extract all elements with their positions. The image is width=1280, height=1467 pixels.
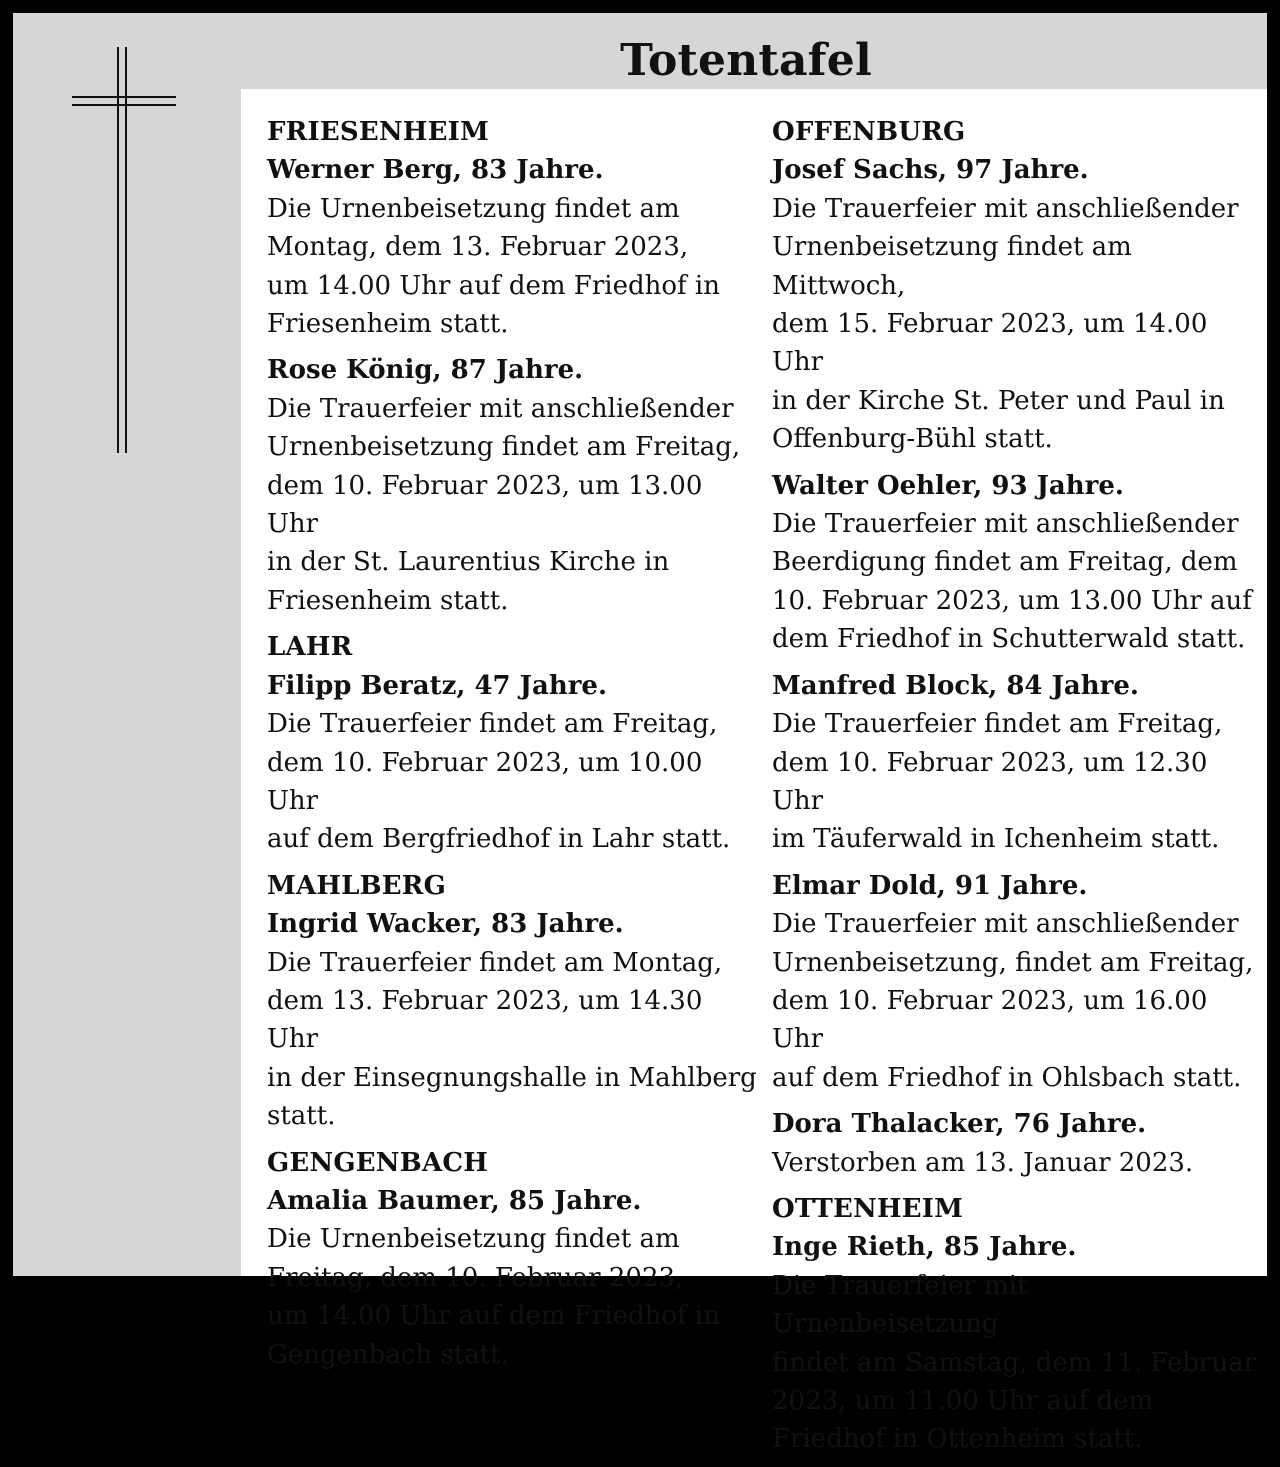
obituary-board (13, 13, 1267, 1455)
place-section (267, 113, 757, 620)
place-heading: FRIESENHEIM (267, 117, 489, 147)
deceased-name: Inge Rieth, 85 Jahre. (772, 1232, 1077, 1263)
service-info-line: Die Trauerfeier mit anschließender (772, 909, 1239, 940)
service-info-line: 10. Februar 2023, um 13.00 Uhr auf (772, 585, 1252, 616)
service-info-line: Friesenheim statt. (267, 585, 509, 616)
place-heading: LAHR (267, 632, 353, 663)
service-info-line: dem 10. Februar 2023, um 16.00 Uhr (772, 985, 1208, 1055)
service-info-line: dem 15. Februar 2023, um 14.00 Uhr (772, 309, 1208, 378)
obituary-entry (267, 667, 757, 859)
service-info-line: dem Friedhof in Schutterwald statt. (772, 624, 1246, 655)
right-column (772, 113, 1260, 1467)
obituary-entry (772, 151, 1260, 458)
service-info-line: Die Trauerfeier mit anschließender (267, 393, 734, 424)
obituary-entry (772, 867, 1260, 1097)
service-info-line: Die Trauerfeier findet am Freitag, (267, 709, 718, 740)
place-heading: OFFENBURG (772, 117, 966, 147)
service-info-line: Die Urnenbeisetzung findet am (267, 1224, 680, 1255)
deceased-name: Ingrid Wacker, 83 Jahre. (267, 909, 624, 940)
service-info-line: Die Trauerfeier mit Urnenbeisetzung (772, 1270, 1028, 1340)
service-info-line: in der Einsegnungshalle in Mahlberg (267, 1062, 757, 1093)
deceased-name: Manfred Block, 84 Jahre. (772, 670, 1139, 701)
obituary-entry (772, 467, 1260, 659)
obituary-entry (267, 1182, 757, 1374)
place-section (267, 867, 757, 1136)
obituary-entry (772, 667, 1260, 859)
service-info-line: Offenburg-Bühl statt. (772, 424, 1053, 455)
service-info-line: dem 10. Februar 2023, um 10.00 Uhr (267, 747, 703, 816)
service-info-line: Montag, dem 13. Februar 2023, (267, 232, 689, 263)
service-info-line: Urnenbeisetzung, findet am Freitag, (772, 947, 1254, 978)
place-section (772, 113, 1260, 1182)
place-section (267, 628, 757, 858)
deceased-name: Josef Sachs, 97 Jahre. (772, 155, 1089, 186)
deceased-name: Filipp Beratz, 47 Jahre. (267, 670, 608, 701)
service-info-line: im Täuferwald in Ichenheim statt. (772, 824, 1220, 855)
service-info-line: Die Trauerfeier mit anschließender (772, 509, 1239, 540)
service-info-line: Die Trauerfeier findet am Montag, (267, 947, 723, 978)
place-section (772, 1190, 1260, 1459)
service-info-line: Friesenheim statt. (267, 309, 509, 340)
obituary-entry (267, 905, 757, 1135)
service-info-line: Gengenbach statt. (267, 1339, 509, 1370)
obituary-entry (772, 1228, 1260, 1458)
deceased-name: Amalia Baumer, 85 Jahre. (267, 1185, 642, 1216)
service-info-line: statt. (267, 1101, 336, 1132)
service-info-line: Freitag, dem 10. Februar 2023, (267, 1262, 684, 1293)
obituary-entry (267, 151, 757, 343)
left-column (267, 113, 757, 1382)
obituary-entry (772, 1105, 1260, 1182)
service-info-line: Friedhof in Ottenheim statt. (772, 1424, 1143, 1455)
service-info-line: in der St. Laurentius Kirche in (267, 547, 670, 578)
place-section (267, 1144, 757, 1374)
obituary-panel (241, 89, 1267, 1455)
deceased-name: Dora Thalacker, 76 Jahre. (772, 1109, 1147, 1140)
service-info-line: Beerdigung findet am Freitag, dem (772, 547, 1238, 578)
service-info-line: um 14.00 Uhr auf dem Friedhof in (267, 1301, 720, 1332)
service-info-line: auf dem Bergfriedhof in Lahr statt. (267, 824, 731, 855)
deceased-name: Rose König, 87 Jahre. (267, 355, 584, 386)
service-info-line: Die Urnenbeisetzung findet am (267, 193, 680, 224)
service-info-line: um 14.00 Uhr auf dem Friedhof in (267, 270, 720, 301)
service-info-line: findet am Samstag, dem 11. Februar (772, 1347, 1256, 1378)
service-info-line: dem 10. Februar 2023, um 12.30 Uhr (772, 747, 1208, 816)
service-info-line: 2023, um 11.00 Uhr auf dem (772, 1386, 1154, 1416)
service-info-line: Verstorben am 13. Januar 2023. (772, 1147, 1194, 1178)
page-title: Totentafel (620, 35, 872, 86)
cross-icon (70, 47, 180, 457)
service-info-line: auf dem Friedhof in Ohlsbach statt. (772, 1062, 1242, 1093)
deceased-name: Elmar Dold, 91 Jahre. (772, 870, 1088, 901)
deceased-name: Werner Berg, 83 Jahre. (267, 155, 604, 186)
service-info-line: dem 10. Februar 2023, um 13.00 Uhr (267, 470, 703, 540)
service-info-line: Urnenbeisetzung findet am Freitag, (267, 432, 741, 463)
service-info-line: Die Trauerfeier mit anschließender (772, 193, 1239, 224)
place-heading: MAHLBERG (267, 870, 447, 901)
service-info-line: dem 13. Februar 2023, um 14.30 Uhr (267, 985, 703, 1055)
obituary-entry (267, 351, 757, 620)
place-heading: OTTENHEIM (772, 1193, 964, 1224)
service-info-line: Die Trauerfeier findet am Freitag, (772, 709, 1223, 740)
place-heading: GENGENBACH (267, 1147, 488, 1178)
service-info-line: Urnenbeisetzung findet am Mittwoch, (772, 232, 1132, 301)
deceased-name: Walter Oehler, 93 Jahre. (772, 470, 1124, 501)
service-info-line: in der Kirche St. Peter und Paul in (772, 385, 1225, 416)
